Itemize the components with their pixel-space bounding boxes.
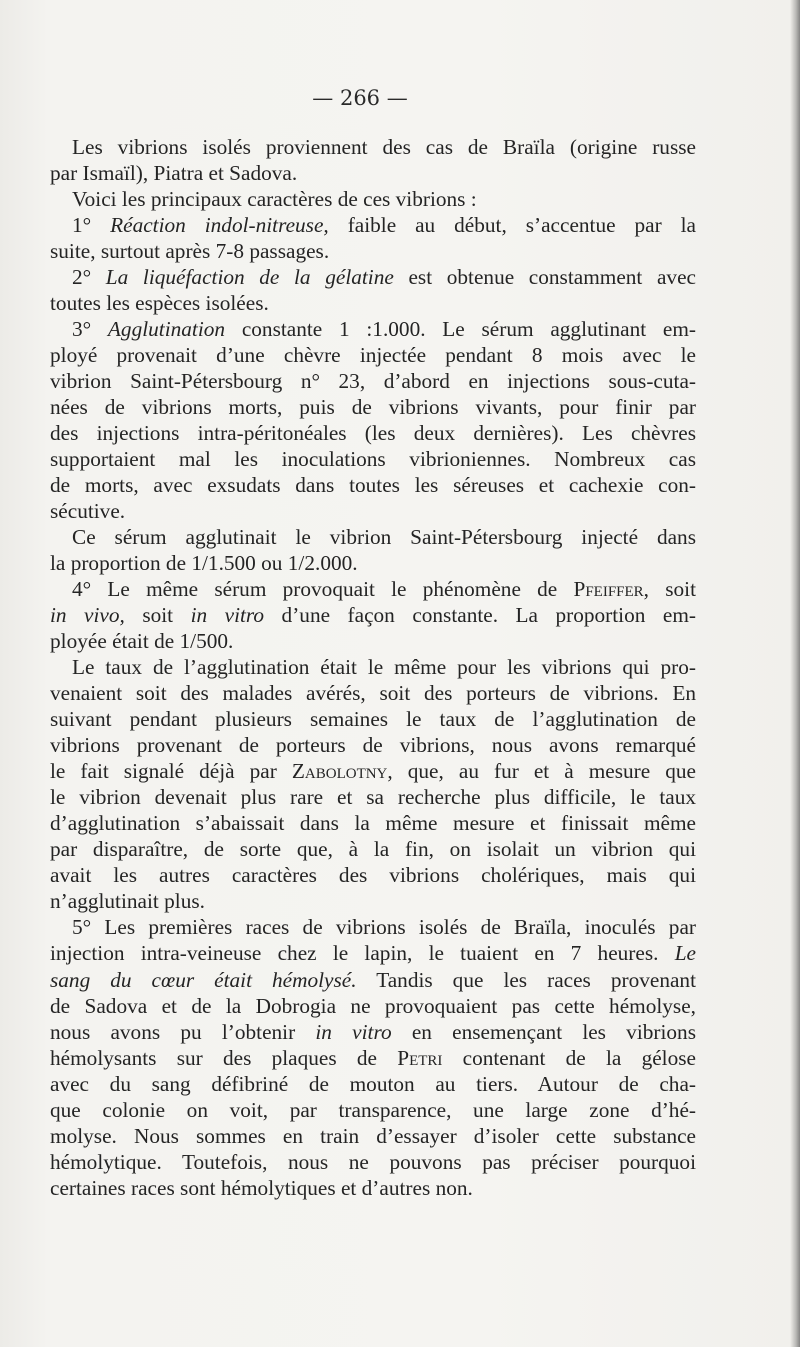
text-line xyxy=(50,1045,696,1071)
text-line xyxy=(50,836,696,862)
text-line xyxy=(50,888,696,914)
text-line xyxy=(50,498,696,524)
text-line xyxy=(50,290,696,316)
text-line xyxy=(50,420,696,446)
text-line xyxy=(50,784,696,810)
text-run: faible au début, s’accentue par la xyxy=(328,213,696,238)
italic-text: in vitro xyxy=(190,603,265,628)
text-line xyxy=(50,446,696,472)
text-line xyxy=(50,316,696,342)
italic-text: sang du cœur était hémolysé. xyxy=(50,967,357,992)
text-run: Les vibrions isolés proviennent des cas de Braïla (origine russe xyxy=(72,135,696,159)
text-run: Ce sérum agglutinait le vibrion Saint-Pétersbourg injecté dans xyxy=(72,525,696,550)
text-run: le fait signalé déjà par xyxy=(50,759,292,784)
text-line xyxy=(50,732,696,758)
author-name: Petri xyxy=(397,1045,443,1070)
text-run: d’agglutination s’abaissait dans la même mesure et finissait même xyxy=(50,811,696,836)
italic-text: in vivo, xyxy=(50,603,125,628)
text-run: Le taux de l’agglutination était le même pour les vibrions qui pro- xyxy=(72,655,696,680)
text-run: hémolysants sur des plaques de xyxy=(50,1045,398,1070)
text-run: sécutive. xyxy=(50,499,126,524)
author-name: Zabolotny xyxy=(291,759,388,784)
text-run: injection intra-veineuse chez le lapin, le tuaient en 7 heures. xyxy=(50,941,675,966)
italic-text: Le xyxy=(674,941,696,966)
author-name: Pfeiffer xyxy=(573,577,644,602)
text-line xyxy=(50,238,696,264)
text-run: que colonie on voit, par transparence, une large zone d’hé- xyxy=(50,1097,696,1122)
italic-text: Réaction indol-nitreuse, xyxy=(110,213,329,238)
text-run: des injections intra-péritonéales (les deux dernières). Les chèvres xyxy=(50,421,696,446)
text-line xyxy=(50,1019,696,1045)
text-run: la proportion de 1/1.500 ou 1/2.000. xyxy=(50,551,358,576)
text-line xyxy=(50,1175,696,1201)
text-run: avec du sang défibriné de mouton au tiers. Autour de cha- xyxy=(50,1071,696,1096)
text-run: contenant de la gélose xyxy=(442,1045,696,1070)
text-run: soit xyxy=(124,603,191,628)
text-line xyxy=(50,967,696,993)
text-line xyxy=(50,1123,696,1149)
text-run: venaient soit des malades avérés, soit des porteurs de vibrions. En xyxy=(50,681,696,706)
text-line xyxy=(50,342,696,368)
page-edge-shadow xyxy=(790,0,800,1347)
text-line xyxy=(50,1097,696,1123)
text-run: supportaient mal les inoculations vibrioniennes. Nombreux cas xyxy=(50,447,696,472)
text-run: certaines races sont hémolytiques et d’autres non. xyxy=(50,1175,473,1200)
text-run: molyse. Nous sommes en train d’essayer d’isoler cette substance xyxy=(50,1123,696,1148)
page-number: — 266 — xyxy=(312,86,408,110)
text-run: en ensemençant les vibrions xyxy=(391,1019,696,1044)
text-line xyxy=(50,1071,696,1097)
text-run: de morts, avec exsudats dans toutes les séreuses et cachexie con- xyxy=(50,473,696,498)
text-line xyxy=(50,576,696,602)
text-line xyxy=(50,602,696,628)
text-line xyxy=(50,160,696,186)
text-run: par Ismaïl), Piatra et Sadova. xyxy=(50,161,298,186)
text-run: constante 1 :1.000. Le sérum agglutinant em- xyxy=(225,317,696,342)
text-line xyxy=(50,368,696,394)
text-line xyxy=(50,940,696,966)
text-run: vibrion Saint-Pétersbourg n° 23, d’abord en injections sous-cuta- xyxy=(50,369,696,394)
text-line xyxy=(50,550,696,576)
text-line xyxy=(50,394,696,420)
text-line xyxy=(50,680,696,706)
text-run: suivant pendant plusieurs semaines le taux de l’agglutination de xyxy=(50,707,696,732)
text-run: 1° xyxy=(72,213,111,238)
text-run: 4° Le même sérum provoquait le phénomène de xyxy=(72,577,574,602)
text-line xyxy=(50,212,696,238)
text-line xyxy=(50,628,696,654)
text-run: nous avons pu l’obtenir xyxy=(50,1019,316,1044)
text-run: suite, surtout après 7-8 passages. xyxy=(50,239,330,264)
text-line xyxy=(50,862,696,888)
text-line xyxy=(50,914,696,940)
text-run: 2° xyxy=(72,265,106,290)
text-run: vibrions provenant de porteurs de vibrions, nous avons remarqué xyxy=(50,733,696,758)
text-line xyxy=(50,654,696,680)
text-line xyxy=(50,706,696,732)
italic-text: Agglutination xyxy=(107,317,226,342)
text-line xyxy=(50,186,696,212)
text-run: le vibrion devenait plus rare et sa recherche plus difficile, le taux xyxy=(50,785,696,810)
text-run: ployé provenait d’une chèvre injectée pendant 8 mois avec le xyxy=(50,343,696,368)
text-run: , que, au fur et à mesure que xyxy=(387,759,696,784)
text-run: Tandis que les races provenant xyxy=(356,967,696,992)
text-run: hémolytique. Toutefois, nous ne pouvons pas préciser pourquoi xyxy=(50,1149,696,1174)
text-run: de Sadova et de la Dobrogia ne provoquaient pas cette hémolyse, xyxy=(50,993,696,1018)
text-line xyxy=(50,758,696,784)
text-run: 3° xyxy=(72,317,108,342)
body-text xyxy=(50,134,696,1201)
text-run: Voici les principaux caractères de ces vibrions : xyxy=(72,187,477,212)
text-line xyxy=(50,810,696,836)
text-run: n’agglutinait plus. xyxy=(50,889,205,914)
text-line xyxy=(50,472,696,498)
text-run: par disparaître, de sorte que, à la fin, on isolait un vibrion qui xyxy=(50,837,696,862)
text-line xyxy=(50,1149,696,1175)
text-run: ployée était de 1/500. xyxy=(50,629,234,654)
italic-text: La liquéfaction de la gélatine xyxy=(105,265,394,290)
text-run: avait les autres caractères des vibrions cholériques, mais qui xyxy=(50,863,696,888)
text-run: est obtenue constamment avec xyxy=(393,265,696,290)
text-line xyxy=(50,134,696,160)
text-line xyxy=(50,524,696,550)
italic-text: in vitro xyxy=(315,1019,392,1044)
text-run: 5° Les premières races de vibrions isolés de Braïla, inoculés par xyxy=(72,915,696,940)
text-line xyxy=(50,993,696,1019)
text-run: , soit xyxy=(643,577,696,602)
text-run: d’une façon constante. La proportion em- xyxy=(264,603,696,628)
text-line xyxy=(50,264,696,290)
text-run: nées de vibrions morts, puis de vibrions vivants, pour finir par xyxy=(50,395,696,420)
text-run: toutes les espèces isolées. xyxy=(50,291,269,316)
